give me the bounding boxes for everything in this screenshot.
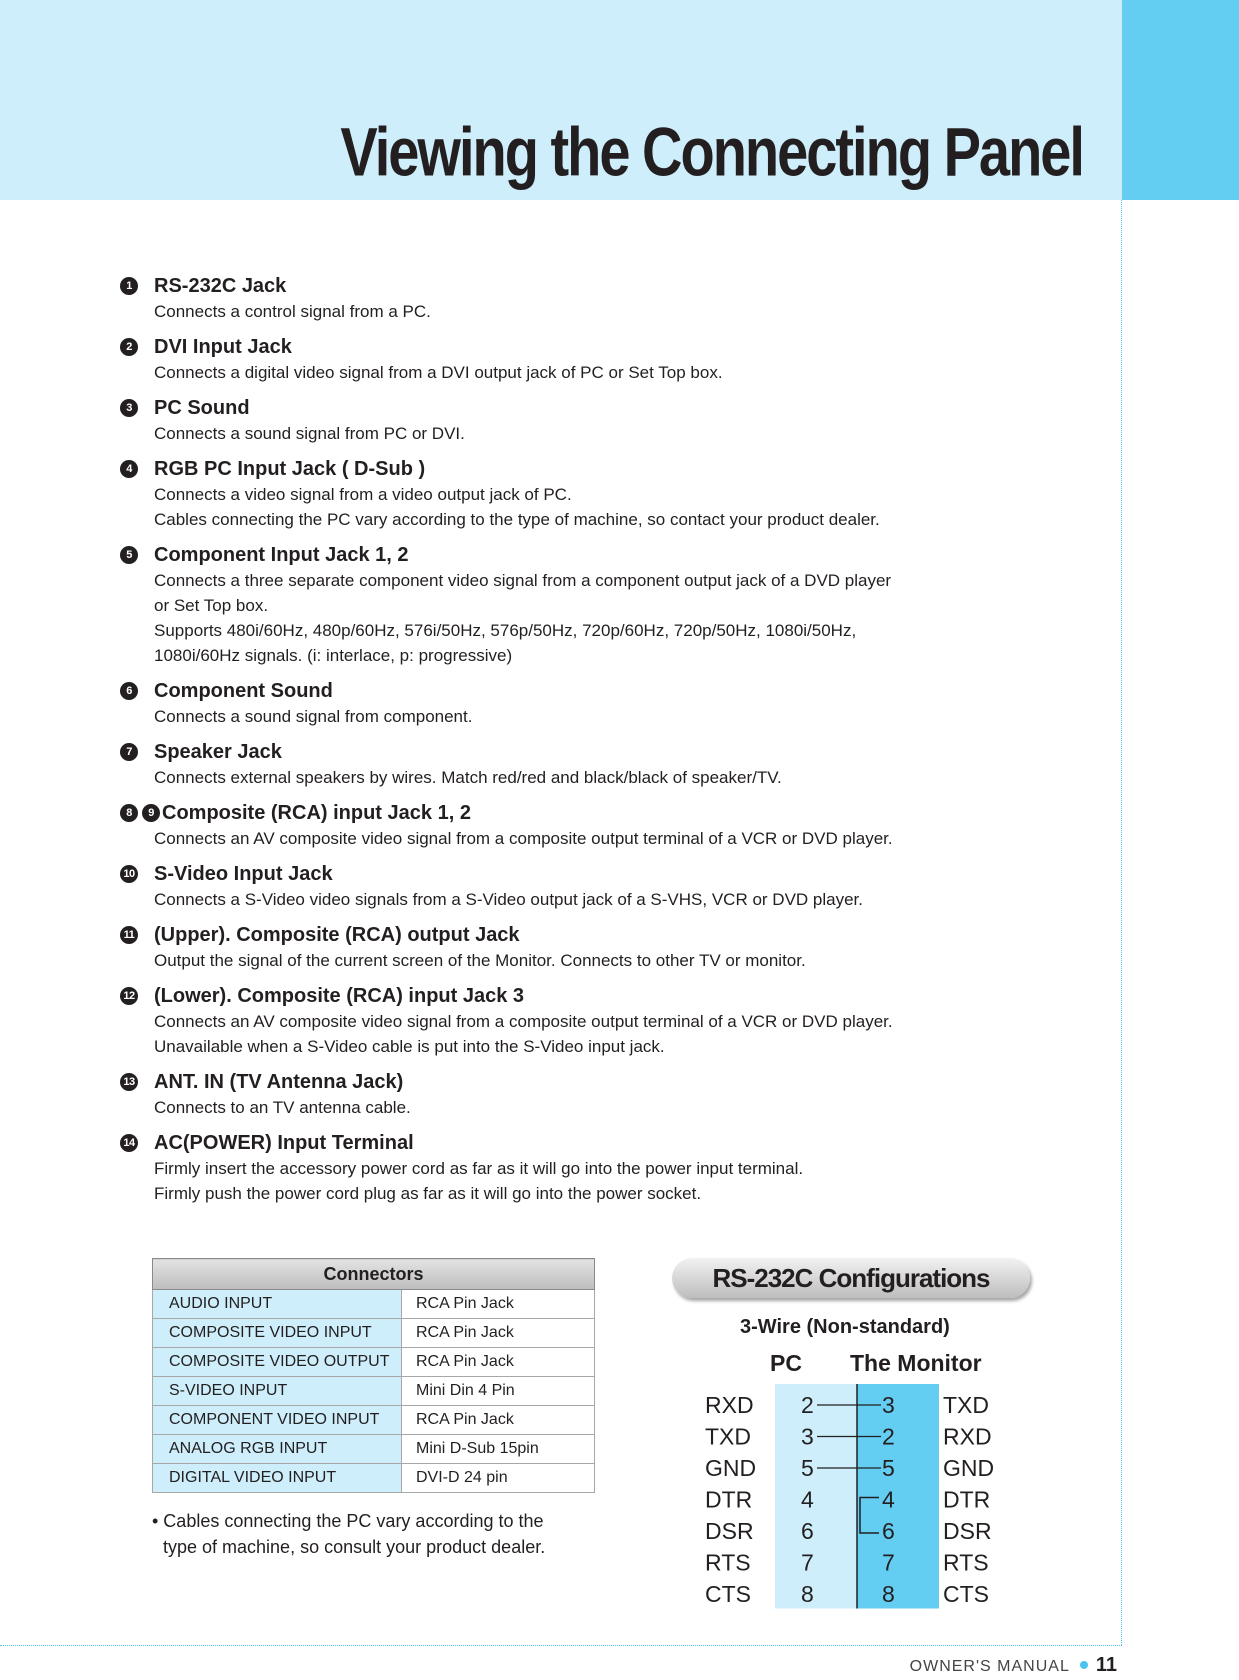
- jack-item: [120, 457, 980, 532]
- item-title: S-Video Input Jack: [154, 863, 333, 885]
- item-description: Connects a digital video signal from a DVI output jack of PC or Set Top box.: [154, 363, 723, 382]
- item-description: Connects an AV composite video signal from a composite output terminal of a VCR or DVD player.: [154, 1012, 893, 1031]
- monitor-pin-number: 8: [882, 1581, 895, 1607]
- page-title: Viewing the Connecting Panel: [340, 113, 1083, 191]
- jack-item: [120, 801, 980, 851]
- connector-type: DVI-D 24 pin: [402, 1464, 595, 1493]
- pc-signal-label: DSR: [705, 1518, 754, 1544]
- pc-pin-number: 8: [801, 1581, 814, 1607]
- item-bullets: [120, 338, 138, 356]
- item-title: Speaker Jack: [154, 741, 282, 763]
- connector-type: Mini D-Sub 15pin: [402, 1435, 595, 1464]
- item-title: RS-232C Jack: [154, 275, 287, 297]
- rs232-wiring-diagram: [695, 1384, 1015, 1614]
- monitor-signal-label: GND: [943, 1455, 995, 1481]
- item-description: Connects to an TV antenna cable.: [154, 1098, 411, 1117]
- margin-guide-horizontal: [0, 1645, 1122, 1646]
- pc-pin-column: [775, 1384, 857, 1609]
- item-bullets: [120, 277, 138, 295]
- item-bullets: [120, 865, 138, 883]
- item-title: DVI Input Jack: [154, 336, 292, 358]
- jack-item: [120, 335, 980, 385]
- page-footer: [910, 1654, 1117, 1677]
- pc-signal-label: TXD: [705, 1423, 751, 1450]
- number-badge-icon: 4: [120, 460, 138, 478]
- number-badge-icon: 13: [120, 1073, 138, 1091]
- item-bullets: [120, 804, 160, 822]
- connector-name: S-VIDEO INPUT: [153, 1377, 402, 1406]
- connector-type: RCA Pin Jack: [402, 1290, 595, 1319]
- pc-pin-number: 4: [801, 1486, 814, 1513]
- item-description: Connects an AV composite video signal from a composite output terminal of a VCR or DVD player.: [154, 829, 893, 848]
- item-title: ANT. IN (TV Antenna Jack): [154, 1071, 404, 1093]
- monitor-signal-label: DTR: [943, 1486, 991, 1513]
- item-description: Connects a S-Video video signals from a S-Video output jack of a S-VHS, VCR or DVD player.: [154, 890, 863, 909]
- jack-item: [120, 679, 980, 729]
- number-badge-icon: 6: [120, 682, 138, 700]
- monitor-signal-label: CTS: [943, 1581, 989, 1607]
- monitor-signal-label: DSR: [943, 1518, 992, 1544]
- table-row: [153, 1464, 595, 1493]
- connector-name: COMPOSITE VIDEO OUTPUT: [153, 1348, 402, 1377]
- item-title: (Upper). Composite (RCA) output Jack: [154, 924, 520, 946]
- connectors-note: [152, 1508, 545, 1560]
- jack-item: [120, 1070, 980, 1120]
- item-description: or Set Top box.: [154, 596, 269, 615]
- item-description: Connects a video signal from a video output jack of PC.: [154, 485, 572, 504]
- jack-item: [120, 543, 980, 668]
- item-title: Component Sound: [154, 680, 333, 702]
- monitor-signal-label: RTS: [943, 1549, 989, 1576]
- jack-item: [120, 862, 980, 912]
- connector-type: Mini Din 4 Pin: [402, 1377, 595, 1406]
- rs232-configurations-title: RS-232C Configurations: [672, 1258, 1030, 1298]
- number-badge-icon: 10: [120, 865, 138, 883]
- item-title: (Lower). Composite (RCA) input Jack 3: [154, 985, 525, 1007]
- connector-name: DIGITAL VIDEO INPUT: [153, 1464, 402, 1493]
- item-description: 1080i/60Hz signals. (i: interlace, p: progressive): [154, 646, 513, 665]
- item-description: Unavailable when a S-Video cable is put into the S-Video input jack.: [154, 1037, 665, 1056]
- jack-item: [120, 1131, 980, 1206]
- rs232-monitor-label: The Monitor: [850, 1350, 982, 1376]
- connector-name: COMPOSITE VIDEO INPUT: [153, 1319, 402, 1348]
- item-description: Firmly push the power cord plug as far as it will go into the power socket.: [154, 1184, 702, 1203]
- item-description: Supports 480i/60Hz, 480p/60Hz, 576i/50Hz, 576p/50Hz, 720p/60Hz, 720p/50Hz, 1080i/50Hz,: [154, 621, 857, 640]
- pc-signal-label: GND: [705, 1455, 757, 1481]
- pc-pin-number: 7: [801, 1549, 814, 1576]
- rs232-subtitle: 3-Wire (Non-standard): [740, 1316, 950, 1338]
- connector-type: RCA Pin Jack: [402, 1319, 595, 1348]
- pc-pin-number: 5: [801, 1455, 814, 1481]
- footer-label: OWNER'S MANUAL: [909, 1658, 1070, 1675]
- number-badge-icon: 9: [142, 804, 160, 822]
- rs232-pc-label: PC: [770, 1350, 802, 1376]
- monitor-signal-label: RXD: [943, 1423, 992, 1450]
- pc-signal-label: RXD: [705, 1392, 754, 1418]
- header-tab: [1122, 0, 1239, 200]
- item-description: Connects a three separate component video signal from a component output jack of a DVD player: [154, 571, 892, 590]
- monitor-pin-column: [857, 1384, 939, 1609]
- item-bullets: [120, 987, 138, 1005]
- item-description: Connects external speakers by wires. Match red/red and black/black of speaker/TV.: [154, 768, 782, 787]
- jack-item: [120, 923, 980, 973]
- monitor-pin-number: 5: [882, 1455, 895, 1481]
- item-bullets: [120, 546, 138, 564]
- item-bullets: [120, 926, 138, 944]
- jack-item: [120, 740, 980, 790]
- connectors-table: [152, 1258, 595, 1493]
- pc-signal-label: DTR: [705, 1486, 753, 1513]
- number-badge-icon: 1: [120, 277, 138, 295]
- item-bullets: [120, 1134, 138, 1152]
- item-title: Component Input Jack 1, 2: [154, 544, 409, 566]
- connectors-note-line: type of machine, so consult your product dealer.: [163, 1537, 546, 1557]
- item-bullets: [120, 682, 138, 700]
- table-row: [153, 1435, 595, 1464]
- number-badge-icon: 2: [120, 338, 138, 356]
- item-description: Output the signal of the current screen of the Monitor. Connects to other TV or monitor.: [154, 951, 806, 970]
- number-badge-icon: 8: [120, 804, 138, 822]
- table-row: [153, 1406, 595, 1435]
- item-title: AC(POWER) Input Terminal: [154, 1132, 414, 1154]
- item-description: Connects a sound signal from PC or DVI.: [154, 424, 465, 443]
- connector-type: RCA Pin Jack: [402, 1406, 595, 1435]
- number-badge-icon: 14: [120, 1134, 138, 1152]
- jack-item: [120, 984, 980, 1059]
- item-description: Firmly insert the accessory power cord as far as it will go into the power input terminal.: [154, 1159, 804, 1178]
- number-badge-icon: 5: [120, 546, 138, 564]
- page-number: 11: [1095, 1654, 1117, 1676]
- jack-description-list: [120, 274, 980, 1217]
- number-badge-icon: 12: [120, 987, 138, 1005]
- item-bullets: [120, 743, 138, 761]
- connectors-table-header: Connectors: [153, 1259, 595, 1290]
- monitor-pin-number: 6: [882, 1518, 895, 1544]
- item-bullets: [120, 460, 138, 478]
- number-badge-icon: 7: [120, 743, 138, 761]
- table-row: [153, 1290, 595, 1319]
- item-title: RGB PC Input Jack ( D-Sub ): [154, 458, 426, 480]
- item-bullets: [120, 1073, 138, 1091]
- connector-name: COMPONENT VIDEO INPUT: [153, 1406, 402, 1435]
- number-badge-icon: 3: [120, 399, 138, 417]
- monitor-pin-number: 4: [882, 1486, 895, 1513]
- connector-type: RCA Pin Jack: [402, 1348, 595, 1377]
- pc-pin-number: 2: [801, 1392, 814, 1418]
- pc-pin-number: 3: [801, 1423, 814, 1450]
- item-title: PC Sound: [154, 397, 250, 419]
- monitor-pin-number: 2: [882, 1423, 895, 1450]
- item-description: Connects a control signal from a PC.: [154, 302, 431, 321]
- jack-item: [120, 396, 980, 446]
- pc-pin-number: 6: [801, 1518, 814, 1544]
- pc-signal-label: RTS: [705, 1549, 751, 1576]
- connector-name: ANALOG RGB INPUT: [153, 1435, 402, 1464]
- monitor-pin-number: 7: [882, 1549, 895, 1576]
- table-row: [153, 1319, 595, 1348]
- item-description: Cables connecting the PC vary according to the type of machine, so contact your product dealer.: [154, 510, 880, 529]
- item-title: Composite (RCA) input Jack 1, 2: [162, 802, 471, 824]
- monitor-pin-number: 3: [882, 1392, 895, 1418]
- item-bullets: [120, 399, 138, 417]
- connectors-note-line: • Cables connecting the PC vary according to the: [152, 1511, 544, 1531]
- margin-guide-vertical: [1121, 200, 1122, 1645]
- pc-signal-label: CTS: [705, 1581, 751, 1607]
- table-row: [153, 1348, 595, 1377]
- jack-item: [120, 274, 980, 324]
- table-row: [153, 1377, 595, 1406]
- connector-name: AUDIO INPUT: [153, 1290, 402, 1319]
- item-description: Connects a sound signal from component.: [154, 707, 473, 726]
- number-badge-icon: 11: [120, 926, 138, 944]
- footer-dot-icon: [1080, 1661, 1088, 1669]
- monitor-signal-label: TXD: [943, 1392, 989, 1418]
